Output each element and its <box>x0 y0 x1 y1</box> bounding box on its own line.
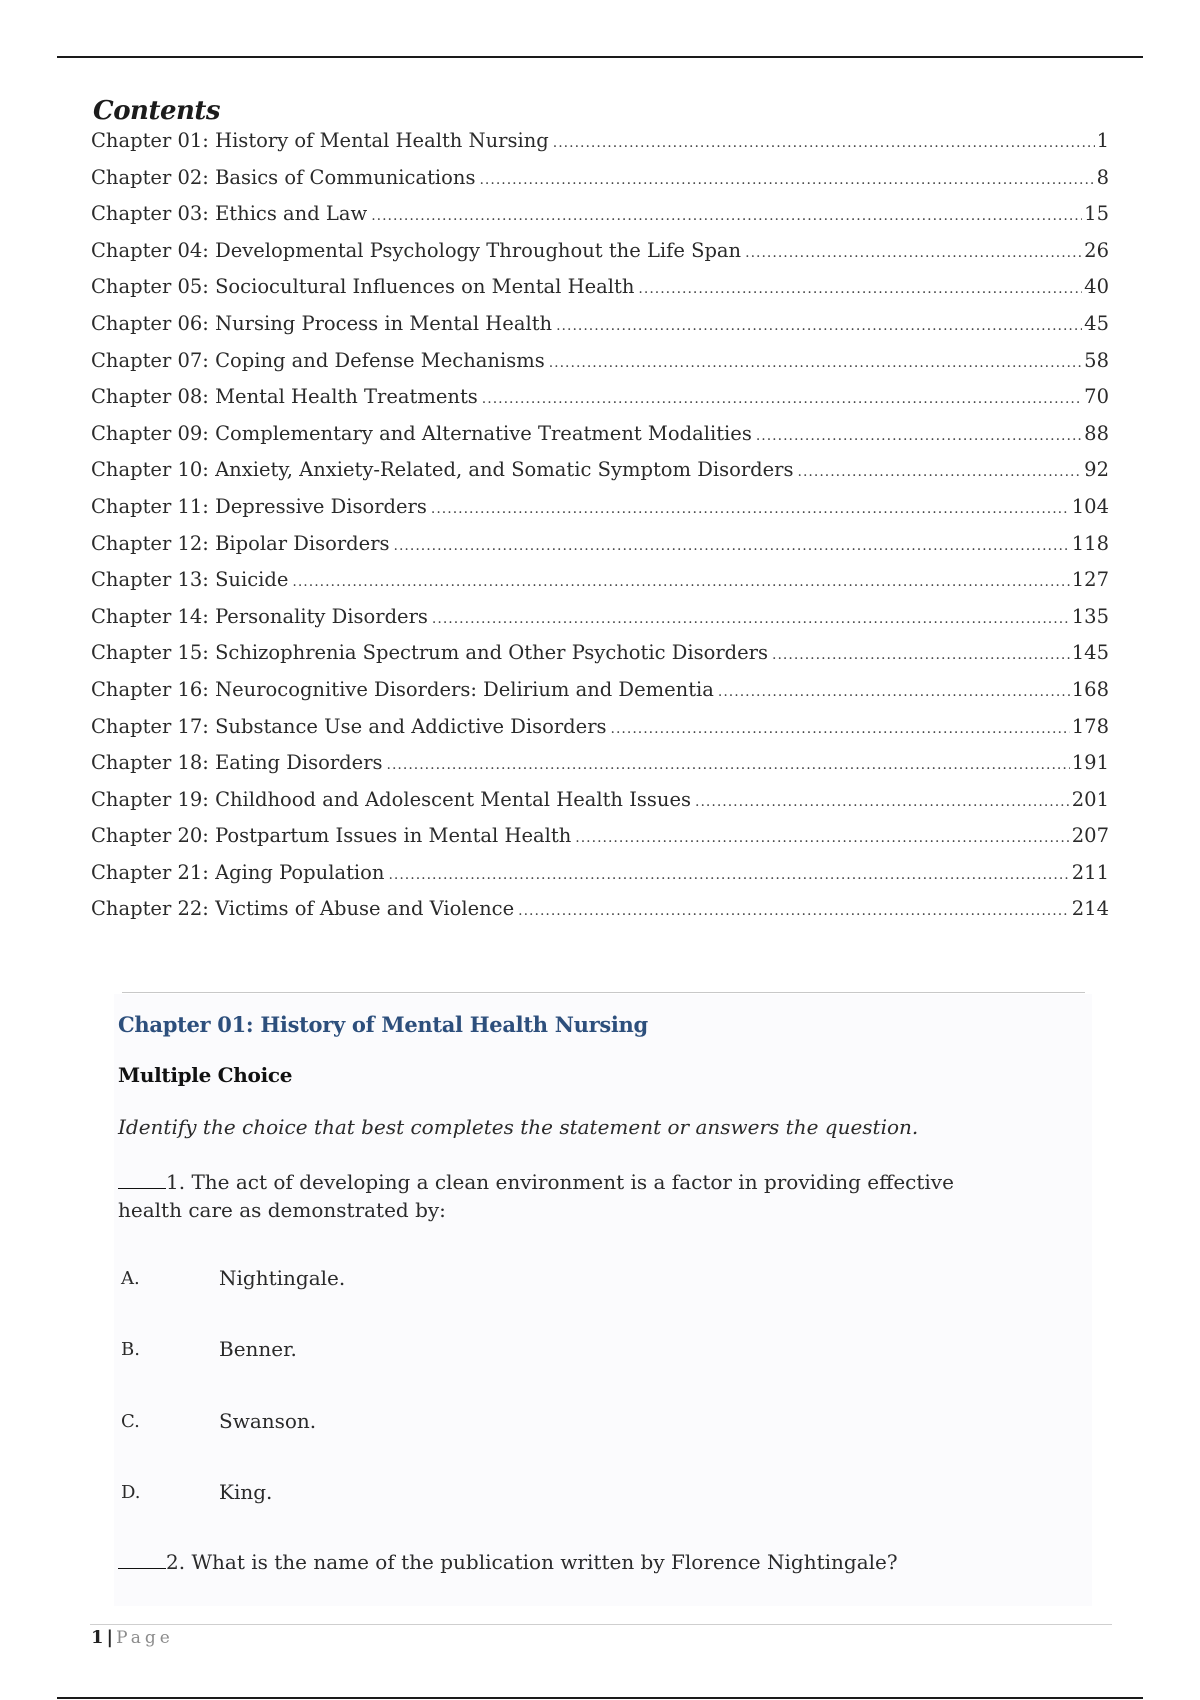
question-text: What is the name of the publication written by Florence Nightingale? <box>191 1550 898 1574</box>
toc-entry[interactable] <box>91 672 1109 709</box>
toc-entry[interactable] <box>91 599 1109 636</box>
toc-entry-label: Chapter 07: Coping and Defense Mechanisms <box>91 348 545 372</box>
toc-leader <box>292 564 1069 601</box>
toc-entry[interactable] <box>91 709 1109 746</box>
toc-leader <box>394 528 1070 565</box>
toc-entry-label: Chapter 03: Ethics and Law <box>91 202 368 226</box>
toc-entry-page: 135 <box>1071 604 1109 628</box>
toc-entry-label: Chapter 15: Schizophrenia Spectrum and Other Psychotic Disorders <box>91 641 769 665</box>
toc-leader <box>695 784 1070 821</box>
section-heading: Multiple Choice <box>118 1063 293 1087</box>
toc-leader <box>518 893 1070 930</box>
toc-leader <box>387 747 1070 784</box>
toc-leader <box>388 857 1069 894</box>
choice-letter-b: B. <box>121 1339 140 1360</box>
toc-entry-page: 40 <box>1084 275 1109 299</box>
toc-entry-page: 191 <box>1071 751 1109 775</box>
bottom-rule <box>57 1697 1143 1699</box>
toc-entry-page: 8 <box>1096 165 1109 189</box>
toc-entry[interactable] <box>91 562 1109 599</box>
question-number: 2. <box>166 1550 186 1574</box>
toc-entry-page: 168 <box>1071 677 1109 701</box>
toc-leader <box>482 381 1082 418</box>
toc-leader <box>638 271 1082 308</box>
toc-leader <box>549 345 1082 382</box>
answer-blank[interactable] <box>118 1550 166 1569</box>
toc-entry-page: 88 <box>1084 421 1109 445</box>
toc-entry-page: 92 <box>1084 458 1109 482</box>
toc-entry[interactable] <box>91 306 1109 343</box>
toc-entry-page: 26 <box>1084 238 1109 262</box>
toc-entry-page: 45 <box>1084 311 1109 335</box>
section-divider <box>122 992 1085 993</box>
toc-entry-page: 118 <box>1071 531 1109 555</box>
footer-rule <box>90 1624 1112 1625</box>
toc-entry-label: Chapter 09: Complementary and Alternative Treatment Modalities <box>91 421 752 445</box>
toc-entry-label: Chapter 05: Sociocultural Influences on Mental Health <box>91 275 635 299</box>
toc-entry[interactable] <box>91 891 1109 928</box>
toc-entry[interactable] <box>91 818 1109 855</box>
toc-leader <box>431 491 1070 528</box>
answer-blank[interactable] <box>118 1170 166 1189</box>
toc-entry-page: 211 <box>1071 860 1109 884</box>
chapter-heading: Chapter 01: History of Mental Health Nursing <box>118 1012 648 1037</box>
toc-leader <box>772 637 1070 674</box>
toc-entry-label: Chapter 18: Eating Disorders <box>91 751 383 775</box>
choice-text-d[interactable]: King. <box>219 1480 273 1504</box>
toc-entry-page: 214 <box>1071 897 1109 921</box>
toc-entry[interactable] <box>91 343 1109 380</box>
footer-separator: | <box>106 1627 114 1648</box>
question-2 <box>118 1548 998 1576</box>
toc-entry[interactable] <box>91 855 1109 892</box>
toc-leader <box>756 418 1082 455</box>
table-of-contents <box>91 123 1109 928</box>
toc-entry-page: 201 <box>1071 787 1109 811</box>
toc-entry-page: 207 <box>1071 824 1109 848</box>
toc-entry[interactable] <box>91 526 1109 563</box>
toc-entry-label: Chapter 06: Nursing Process in Mental Health <box>91 311 553 335</box>
toc-entry-label: Chapter 14: Personality Disorders <box>91 604 428 628</box>
toc-entry-label: Chapter 02: Basics of Communications <box>91 165 476 189</box>
toc-entry[interactable] <box>91 123 1109 160</box>
toc-leader <box>745 235 1082 272</box>
toc-leader <box>611 711 1070 748</box>
toc-entry-label: Chapter 08: Mental Health Treatments <box>91 385 478 409</box>
toc-entry-page: 104 <box>1071 494 1109 518</box>
toc-entry[interactable] <box>91 635 1109 672</box>
choice-text-b[interactable]: Benner. <box>219 1337 297 1361</box>
toc-entry-label: Chapter 20: Postpartum Issues in Mental Health <box>91 824 572 848</box>
toc-entry[interactable] <box>91 233 1109 270</box>
toc-entry-label: Chapter 01: History of Mental Health Nursing <box>91 129 549 152</box>
toc-leader <box>432 601 1070 638</box>
toc-entry-label: Chapter 19: Childhood and Adolescent Mental Health Issues <box>91 787 692 811</box>
toc-entry-page: 58 <box>1084 348 1109 372</box>
toc-leader <box>575 820 1069 857</box>
toc-entry[interactable] <box>91 452 1109 489</box>
toc-leader <box>798 454 1083 491</box>
toc-entry[interactable] <box>91 269 1109 306</box>
question-text: The act of developing a clean environment is a factor in providing effective health care as demonstrated by: <box>118 1170 954 1222</box>
choice-letter-d: D. <box>121 1482 141 1503</box>
toc-entry-page: 70 <box>1084 385 1109 409</box>
page-footer <box>91 1627 174 1648</box>
toc-entry-page: 15 <box>1084 202 1109 226</box>
toc-entry[interactable] <box>91 379 1109 416</box>
choice-text-a[interactable]: Nightingale. <box>219 1266 346 1290</box>
top-rule <box>57 56 1143 58</box>
toc-title: Contents <box>93 96 221 126</box>
toc-entry-label: Chapter 12: Bipolar Disorders <box>91 531 390 555</box>
toc-leader <box>553 125 1095 162</box>
toc-entry[interactable] <box>91 196 1109 233</box>
toc-entry-label: Chapter 22: Victims of Abuse and Violence <box>91 897 515 921</box>
choice-letter-a: A. <box>121 1268 140 1289</box>
toc-entry-label: Chapter 16: Neurocognitive Disorders: Delirium and Dementia <box>91 677 714 701</box>
toc-entry-page: 178 <box>1071 714 1109 738</box>
toc-entry[interactable] <box>91 782 1109 819</box>
question-number: 1. <box>166 1170 186 1194</box>
footer-page-number: 1 <box>91 1627 104 1648</box>
instructions-text: Identify the choice that best completes the statement or answers the question. <box>118 1115 919 1139</box>
toc-leader <box>371 198 1082 235</box>
toc-entry-page: 145 <box>1071 641 1109 665</box>
toc-entry-label: Chapter 17: Substance Use and Addictive Disorders <box>91 714 607 738</box>
toc-entry[interactable] <box>91 160 1109 197</box>
toc-entry[interactable] <box>91 416 1109 453</box>
question-1 <box>118 1168 998 1224</box>
toc-entry[interactable] <box>91 745 1109 782</box>
toc-entry-label: Chapter 11: Depressive Disorders <box>91 494 427 518</box>
toc-entry-label: Chapter 21: Aging Population <box>91 860 385 884</box>
toc-leader <box>718 674 1070 711</box>
toc-entry-label: Chapter 10: Anxiety, Anxiety-Related, and Somatic Symptom Disorders <box>91 458 794 482</box>
choice-text-c[interactable]: Swanson. <box>219 1409 317 1433</box>
choice-letter-c: C. <box>121 1411 140 1432</box>
toc-entry-label: Chapter 04: Developmental Psychology Throughout the Life Span <box>91 238 742 262</box>
toc-entry-label: Chapter 13: Suicide <box>91 568 289 592</box>
toc-leader <box>556 308 1082 345</box>
toc-entry[interactable] <box>91 489 1109 526</box>
toc-entry-page: 127 <box>1071 568 1109 592</box>
toc-leader <box>479 162 1094 199</box>
footer-page-label: Page <box>116 1628 174 1648</box>
toc-entry-page: 1 <box>1096 129 1109 152</box>
